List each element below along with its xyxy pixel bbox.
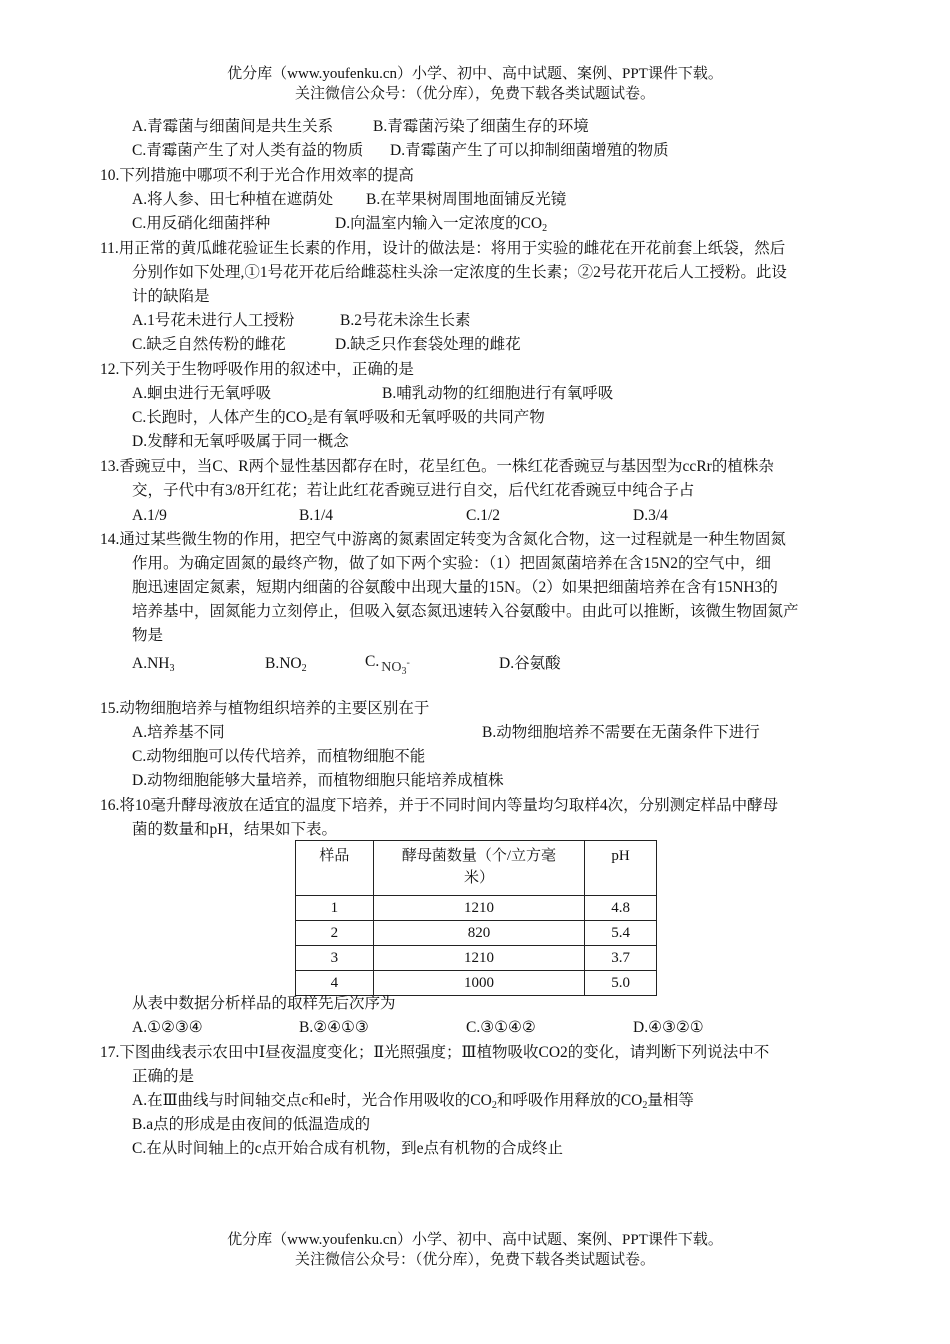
q9-option-a: A.青霉菌与细菌间是共生关系 [132,118,334,135]
q14-stem-line3: 胞迅速固定氮素，短期内细菌的谷氨酸中出现大量的15N。（2）如果把细菌培养在含有15NH3的 [132,579,778,596]
q16-option-a: A.①②③④ [132,1019,203,1036]
q15-option-d: D.动物细胞能够大量培养，而植物细胞只能培养成植株 [132,772,504,789]
q14-option-c: C. $NO_3^-$ [365,653,410,677]
q17-option-c: C.在从时间轴上的c点开始合成有机物，到e点有机物的合成终止 [132,1140,563,1157]
q17-stem-line1: 17.下图曲线表示农田中Ⅰ昼夜温度变化；Ⅱ光照强度；Ⅲ植物吸收CO2的变化，请判断下列说法中不 [100,1044,770,1061]
q15-option-b: B.动物细胞培养不需要在无菌条件下进行 [482,724,760,741]
cell-sample: 4 [296,971,374,996]
header-yeast-count: 酵母菌数量（个/立方毫 米） [373,841,584,896]
nitrate-formula: $NO_3^-$ [381,657,410,677]
q14-stem-line2: 作用。为确定固氮的最终产物，做了如下两个实验：（1）把固氮菌培养在含15N2的空气中，细 [132,555,771,572]
q16-option-c: C.③①④② [466,1019,536,1036]
watermark-header-line1: 优分库（www.youfenku.cn）小学、初中、高中试题、案例、PPT课件下载。 [227,66,723,82]
table-row [296,946,657,971]
q10-stem: 10.下列措施中哪项不利于光合作用效率的提高 [100,167,414,184]
q11-option-c: C.缺乏自然传粉的雌花 [132,336,286,353]
q16-followup: 从表中数据分析样品的取样先后次序为 [132,995,396,1012]
q16-option-d: D.④③②① [633,1019,704,1036]
cell-ph: 5.4 [585,921,657,946]
q15-option-c: C.动物细胞可以传代培养，而植物细胞不能 [132,748,426,765]
q12-option-b: B.哺乳动物的红细胞进行有氧呼吸 [382,385,614,402]
q14-stem-line5: 物是 [132,627,164,644]
cell-count: 1210 [373,896,584,921]
q16-option-b: B.②④①③ [299,1019,369,1036]
q11-option-b: B.2号花未涂生长素 [340,312,471,329]
q17-option-b: B.a点的形成是由夜间的低温造成的 [132,1116,371,1133]
q14-option-b: $B.NO_2$ [265,655,307,674]
q14-option-a: $A.NH_3$ [132,655,175,674]
q13-option-d: D.3/4 [633,507,668,524]
watermark-header-line2: 关注微信公众号：（优分库），免费下载各类试题试卷。 [294,86,655,102]
q11-option-a: A.1号花未进行人工授粉 [132,312,295,329]
table-row [296,971,657,996]
yeast-data-table [295,840,657,996]
watermark-footer-line1: 优分库（www.youfenku.cn）小学、初中、高中试题、案例、PPT课件下载。 [227,1232,723,1248]
q12-option-d: D.发酵和无氧呼吸属于同一概念 [132,433,349,450]
table-row [296,921,657,946]
cell-sample: 2 [296,921,374,946]
cell-ph: 3.7 [585,946,657,971]
q11-stem-line2: 分别作如下处理,①1号花开花后给雌蕊柱头涂一定浓度的生长素；②2号花开花后人工授粉。此设 [132,264,787,281]
q11-option-d: D.缺乏只作套袋处理的雌花 [335,336,521,353]
q17-option-a: A.在Ⅲ曲线与时间轴交点c和e时，光合作用吸收的$CO_2$和呼吸作用释放的$CO_2$量相等 [132,1092,694,1111]
q14-option-d: D.谷氨酸 [499,655,561,672]
table-row [296,896,657,921]
q13-option-a: A.1/9 [132,507,167,524]
cell-count: 1210 [373,946,584,971]
q9-option-d: D.青霉菌产生了可以抑制细菌增殖的物质 [390,142,669,159]
cell-sample: 3 [296,946,374,971]
cell-count: 1000 [373,971,584,996]
q17-stem-line2: 正确的是 [132,1068,195,1085]
q13-option-b: B.1/4 [299,507,334,524]
q9-option-b: B.青霉菌污染了细菌生存的环境 [373,118,589,135]
q14-stem-line4: 培养基中，固氮能力立刻停止，但吸入氨态氮迅速转入谷氨酸中。由此可以推断，该微生物固氮产 [132,603,799,620]
q16-stem-line1: 16.将10毫升酵母液放在适宜的温度下培养，并于不同时间内等量均匀取样4次，分别测定样品中酵母 [100,797,779,814]
q13-option-c: C.1/2 [466,507,501,524]
q9-option-c: C.青霉菌产生了对人类有益的物质 [132,142,364,159]
q10-option-a: A.将人参、田七种植在遮荫处 [132,191,334,208]
cell-sample: 1 [296,896,374,921]
q13-stem-line1: 13.香豌豆中，当C、R两个显性基因都存在时，花呈红色。一株红花香豌豆与基因型为ccRr的植株杂 [100,458,774,475]
q15-stem: 15.动物细胞培养与植物组织培养的主要区别在于 [100,700,430,717]
header-sample: 样品 [296,841,374,896]
table-header-row [296,841,657,896]
q13-stem-line2: 交，子代中有3/8开红花；若让此红花香豌豆进行自交，后代红花香豌豆中纯合子占 [132,482,695,499]
cell-count: 820 [373,921,584,946]
header-ph: pH [585,841,657,896]
q15-option-a: A.培养基不同 [132,724,225,741]
q12-option-c: C.长跑时，人体产生的$CO_2$是有氧呼吸和无氧呼吸的共同产物 [132,409,545,428]
q10-option-c: C.用反硝化细菌拌种 [132,215,271,232]
q12-option-a: A.蛔虫进行无氧呼吸 [132,385,272,402]
q14-stem-line1: 14.通过某些微生物的作用，把空气中游离的氮素固定转变为含氮化合物，这一过程就是一种生物固氮 [100,531,786,548]
q10-option-b: B.在苹果树周围地面铺反光镜 [366,191,567,208]
cell-ph: 5.0 [585,971,657,996]
q12-stem: 12.下列关于生物呼吸作用的叙述中，正确的是 [100,361,414,378]
q10-option-d: D.向温室内输入一定浓度的$CO_2$ [335,215,548,234]
q11-stem-line1: 11.用正常的黄瓜雌花验证生长素的作用，设计的做法是：将用于实验的雌花在开花前套上纸袋，然后 [100,240,786,257]
cell-ph: 4.8 [585,896,657,921]
watermark-footer-line2: 关注微信公众号：（优分库），免费下载各类试题试卷。 [294,1252,655,1268]
q11-stem-line3: 计的缺陷是 [132,288,210,305]
q16-stem-line2: 菌的数量和pH，结果如下表。 [132,821,337,838]
